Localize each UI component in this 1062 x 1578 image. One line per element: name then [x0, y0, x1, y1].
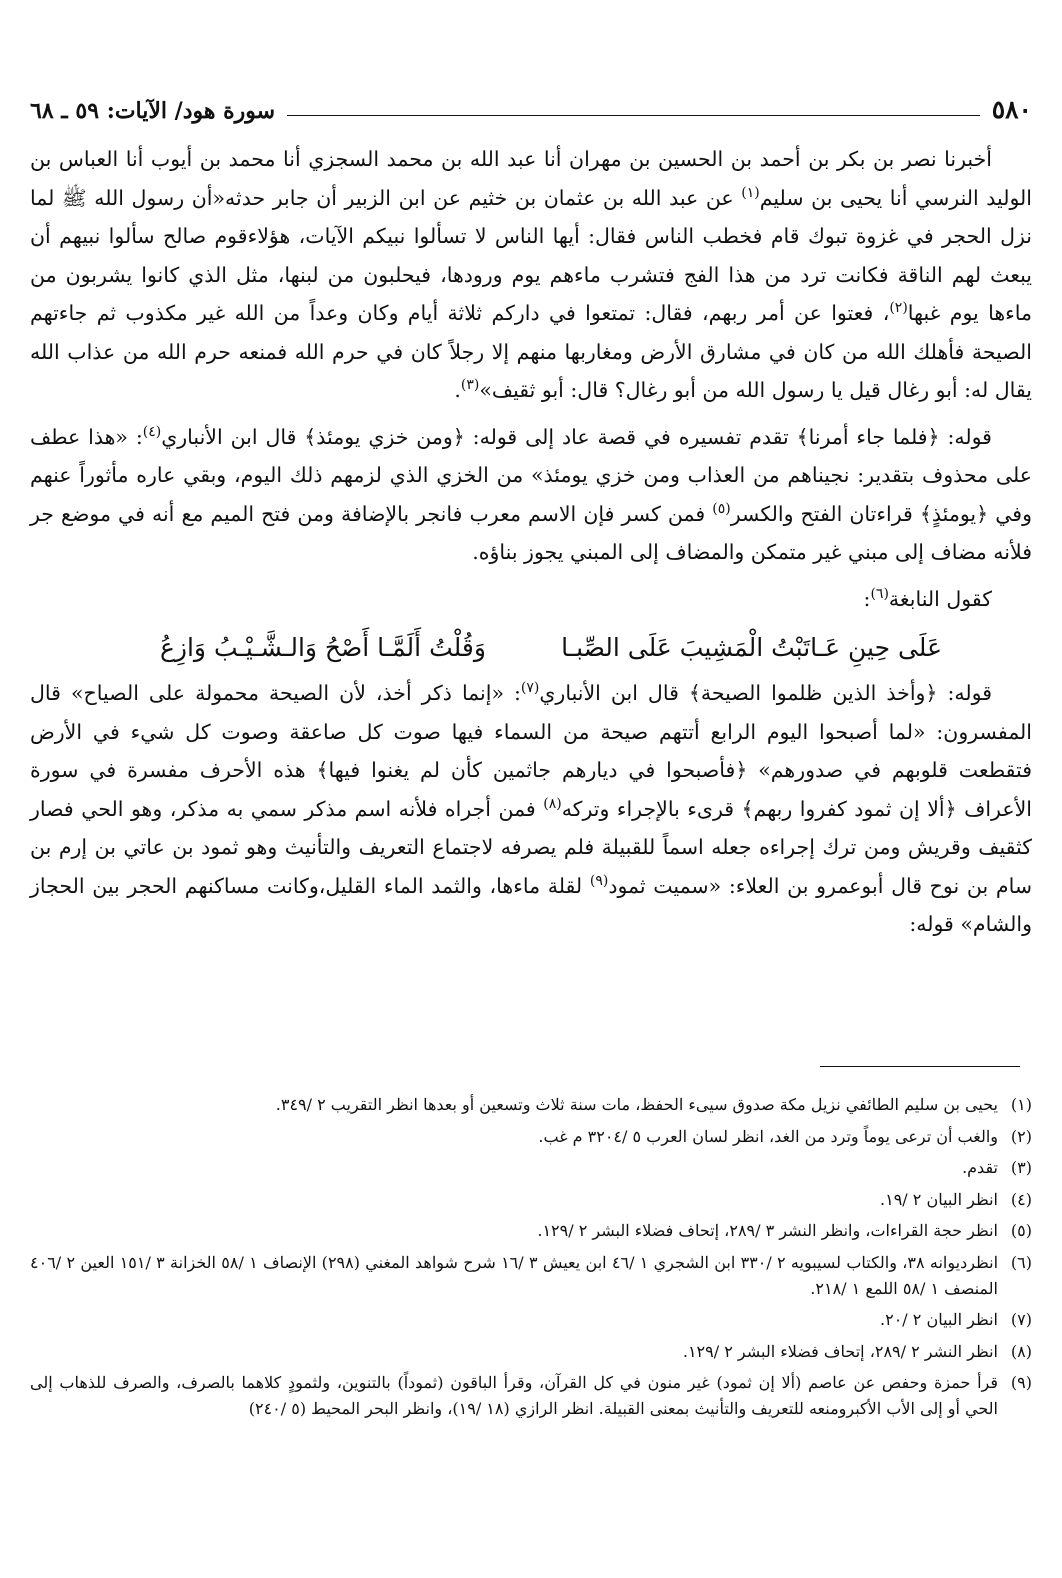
header-title: سورة هود/ الآيات: ٥٩ ـ ٦٨ — [30, 98, 276, 124]
footnote-text: والغب أن ترعى يوماً وترد من الغد، انظر لسان العرب ٥ /٣٢٠٤ م غب. — [538, 1126, 998, 1146]
footnote-number: (١) — [1010, 1095, 1032, 1114]
footnote-ref[interactable]: (٤) — [142, 423, 162, 440]
paragraph-commentary-1 — [30, 418, 1032, 572]
text-segment: : — [863, 586, 871, 611]
text-segment: فمن أجراه فلأنه اسم مذكر سمي به مذكر، وهو الحي فصار كثقيف وقريش ومن ترك إجراءه جعله اسماً للقبيلة فلم يصرفه لاجتماع التعريف والتأنيث وهو ثمود بن عاتي بن إرم بن سام بن نوح قال أبوعمرو بن العلاء: «سميت ثمود — [30, 796, 1032, 898]
footnote — [30, 1155, 1032, 1181]
verse-second-hemistich: وَقُلْتُ أَلَمَّـا أَصْحُ وَالـشَّـيْـبُ وَازِعُ — [160, 633, 486, 662]
footnote-number: (٧) — [1010, 1310, 1032, 1330]
footnote-ref[interactable]: (٨) — [543, 795, 562, 812]
footnote — [30, 1339, 1032, 1365]
text-segment: . — [454, 378, 461, 402]
text-segment: : «هذا عطف على محذوف بتقدير: نجيناهم من العذاب ومن خزي يومئذ» من الخزي الذي لزمهم ذلك اليوم، وبقي عاره مأثوراً عنهم وفي ﴿يومئذٍ﴾ قراءتان الفتح والكسر — [30, 424, 1032, 526]
footnote-number: (٣) — [1010, 1158, 1032, 1178]
footnote — [30, 1218, 1032, 1244]
paragraph-hadith — [30, 140, 1032, 410]
text-segment: قوله: ﴿وأخذ الذين ظلموا الصيحة﴾ قال ابن الأنباري — [539, 681, 992, 705]
footnotes — [30, 1092, 1032, 1428]
footnote — [30, 1187, 1032, 1213]
footnote — [30, 1124, 1032, 1150]
poetry-verse — [160, 628, 942, 668]
footnote-text: انظر البيان ٢ /١٩. — [880, 1189, 998, 1209]
text-segment: قوله: ﴿فلما جاء أمرنا﴾ تقدم تفسيره في قصة عاد إلى قوله: ﴿ومن خزي يومئذ﴾ قال ابن الأنباري — [161, 424, 992, 449]
verse-first-hemistich: عَلَى حِينِ عَـاتَبْتُ الْمَشِيبَ عَلَى الصِّبـا — [561, 633, 942, 662]
footnote-ref[interactable]: (٥) — [712, 500, 731, 517]
footnote-ref[interactable]: (٩) — [589, 872, 609, 889]
text-segment: فمن كسر فإن الاسم معرب فانجر بالإضافة ومن فتح الميم مع أنه في موضع جر فلأنه مضاف إلى مبني غير متمكن والمضاف إلى المبني يجوز بناؤه. — [30, 501, 1032, 564]
footnote — [30, 1307, 1032, 1333]
footnote-number: (٦) — [1010, 1252, 1032, 1272]
footnote — [30, 1092, 1032, 1118]
footnote-ref[interactable]: (٦) — [870, 585, 889, 602]
footnote-text: انظر النشر ٢ /٢٨٩، إتحاف فضلاء البشر ٢ /١٢٩. — [682, 1341, 998, 1361]
text-segment: أخبرنا نصر بن بكر بن أحمد بن الحسين بن مهران أنا عبد الله بن محمد السجزي أنا محمد بن أيوب أنا العباس بن الوليد النرسي أنا يحيى بن سليم — [30, 147, 1032, 210]
footnote-text: قرأ حمزة وحفص عن عاصم (ألا إن ثمود) غير منون في كل القرآن، وقرأ الباقون (ثموداً) بالتنوين، ولثمودٍ كلاهما بالصرف، والصرف للذهاب إلى الحي أو إلى الأب الأكبرومنعه للتعريف والتأنيث بمعنى القبيلة. انظر الرازي (١٨ /١٩)، وانظر البحر المحيط (٥ /٢٤٠) — [30, 1373, 998, 1418]
footnote-ref[interactable]: (٧) — [520, 680, 540, 697]
main-text — [30, 140, 1032, 944]
footnote-number: (٩) — [1010, 1373, 1032, 1393]
footnote-ref[interactable]: (١) — [741, 184, 760, 201]
footnote-text: انظر حجة القراءات، وانظر النشر ٣ /٢٨٩، إتحاف فضلاء البشر ٢ /١٢٩. — [537, 1221, 998, 1241]
text-segment: عن عبد الله بن عثمان بن خثيم عن ابن الزبير أن جابر حدثه«أن رسول الله ﷺ لما نزل الحجر في غزوة تبوك قام فخطب الناس فقال: أيها الناس لا تسألوا نبيكم الآيات، هؤلاءقوم صالح سألوا نبيهم أن يبعث لهم الناقة فكانت ترد من هذا الفج فتشرب ماءهم يوم ورودها، فيحلبون من لبنها، مثل الذي كانوا يشربون من ماءها يوم غبها — [30, 185, 1033, 325]
footnote-separator — [820, 1066, 1020, 1067]
text-segment: ، فعتوا عن أمر ربهم، فقال: تمتعوا في داركم ثلاثة أيام وكان وعداً من الله غير مكذوب ثم جاءتهم الصيحة فأهلك الله من كان في مشارق الأرض ومغاربها منهم إلا رجلاً كان في حرم الله فمنعه حرم الله من عذاب الله يقال له: أبو رغال قيل يا رسول الله من أبو رغال؟ قال: أبو ثقيف» — [30, 301, 1032, 402]
footnote-text: يحيى بن سليم الطائفي نزيل مكة صدوق سيىء الحفظ، مات سنة ثلاث وتسعين أو بعدها انظر التقريب ٢ /٣٤٩. — [275, 1095, 998, 1114]
paragraph-commentary-2 — [30, 674, 1032, 944]
text-segment: لقلة ماءها، والثمد الماء القليل،وكانت مساكنهم الحجر بين الحجاز والشام» قوله: — [30, 873, 1032, 936]
footnote-text: انظرديوانه ٣٨، والكتاب لسيبويه ٢ /٣٣٠ ابن الشجري ١ /٤٦ ابن يعيش ٣ /١٦ شرح شواهد المغني (٢٩٨) الإنصاف ١ /٥٨ الخزانة ٣ /١٥١ العين ٢ /٤٠٦ المنصف ١ /٥٨ اللمع ١ /٢١٨. — [30, 1252, 999, 1298]
footnote-ref[interactable]: (٢) — [889, 300, 908, 317]
page-number: ٥٨٠ — [991, 95, 1032, 124]
footnote-number: (٤) — [1010, 1189, 1032, 1209]
running-header — [30, 88, 1032, 124]
text-segment: كقول النابغة — [888, 586, 992, 611]
footnote-number: (٨) — [1010, 1341, 1032, 1361]
footnote-ref[interactable]: (٣) — [460, 377, 480, 394]
footnote — [30, 1370, 1032, 1421]
paragraph-poet-intro — [30, 580, 1032, 619]
header-rule — [287, 115, 980, 116]
footnote-text: تقدم. — [962, 1158, 998, 1178]
text-segment: : «إنما ذكر أخذ، لأن الصيحة محمولة على الصياح» قال المفسرون: «لما أصبحوا اليوم الرابع أتتهم صيحة من السماء فيها صوت كل صاعقة وصوت كل شيء في الأرض فتقطعت قلوبهم في صدورهم» ﴿فأصبحوا في ديارهم جاثمين كأن لم يغنوا فيها﴾ هذه الأحرف مفسرة في سورة الأعراف ﴿ألا إن ثمود كفروا ربهم﴾ قرىء بالإجراء وتركه — [30, 681, 1032, 821]
footnote-text: انظر البيان ٢ /٢٠. — [880, 1310, 998, 1330]
footnote-number: (٥) — [1010, 1221, 1032, 1241]
footnote — [30, 1250, 1032, 1301]
footnote-number: (٢) — [1010, 1126, 1032, 1146]
